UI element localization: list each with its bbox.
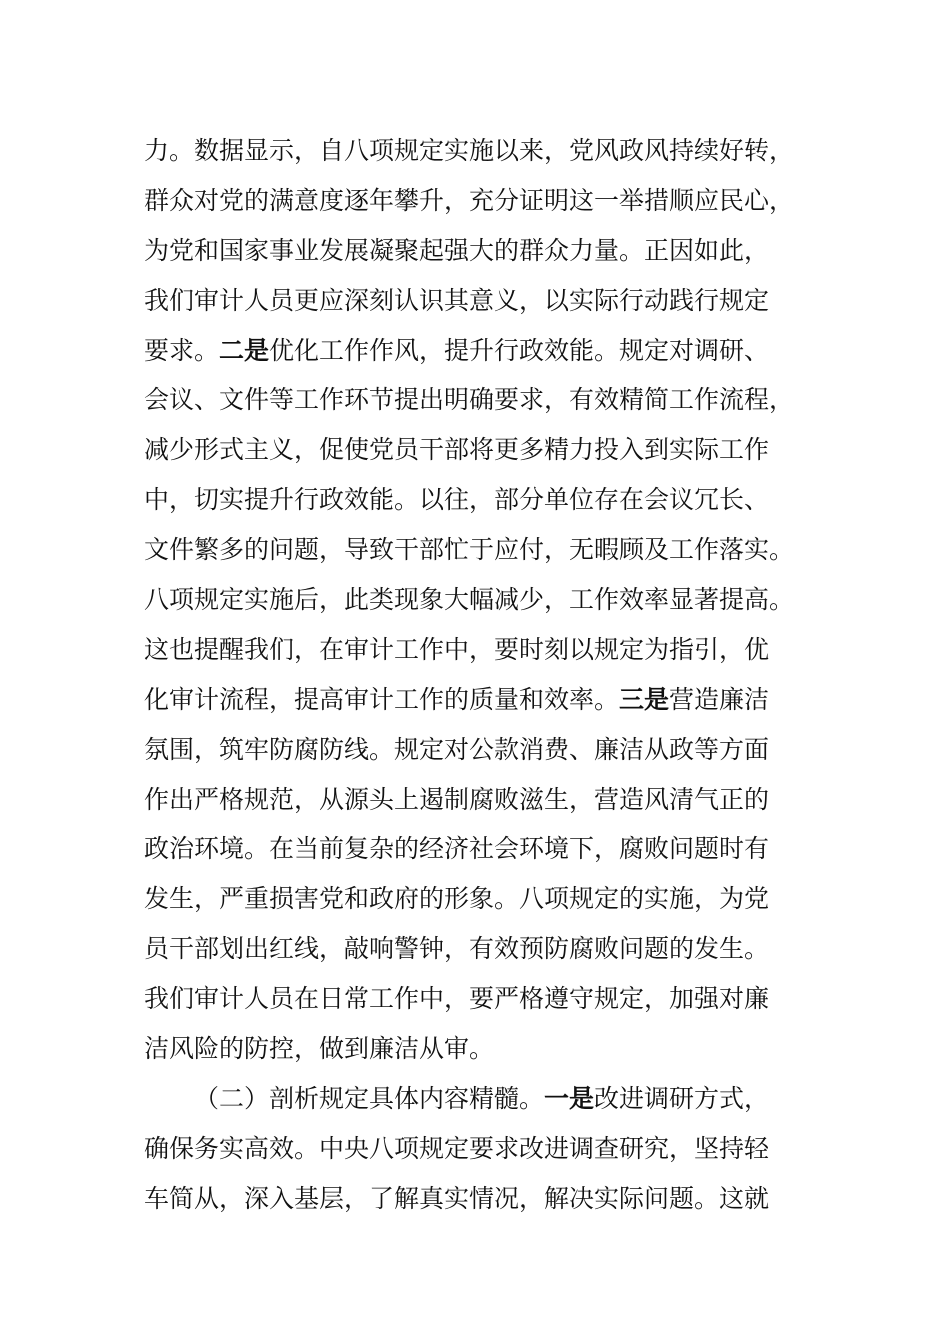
bold-marker: 二是 [219,335,270,365]
body-text [144,126,814,1224]
text-line: 文件繁多的问题，导致干部忙于应付，无暇顾及工作落实。 [144,535,795,565]
text-line: 群众对党的满意度逐年攀升，充分证明这一举措顺应民心， [144,185,795,215]
text-line: 为党和国家事业发展凝聚起强大的群众力量。正因如此， [144,235,770,265]
text-line: 减少形式主义，促使党员干部将更多精力投入到实际工作 [144,435,770,465]
text-line: 八项规定实施后，此类现象大幅减少，工作效率显著提高。 [144,585,795,615]
text-line: 力。数据显示，自八项规定实施以来，党风政风持续好转， [144,136,795,165]
text-line: 氛围，筑牢防腐防线。规定对公款消费、廉洁从政等方面 [144,734,770,764]
text-line: 发生，严重损害党和政府的形象。八项规定的实施，为党 [144,884,770,914]
text-line: 要求。二是优化工作作风，提升行政效能。规定对调研、 [144,335,770,365]
text-line: 化审计流程，提高审计工作的质量和效率。三是营造廉洁 [144,684,770,714]
section-heading-line: （二）剖析规定具体内容精髓。一是改进调研方式， [194,1083,770,1113]
text-line: 洁风险的防控，做到廉洁从审。 [144,1034,495,1064]
text-line: 确保务实高效。中央八项规定要求改进调查研究，坚持轻 [144,1133,770,1163]
text-line: 车简从，深入基层，了解真实情况，解决实际问题。这就 [144,1183,770,1213]
text-line: 会议、文件等工作环节提出明确要求，有效精简工作流程， [144,385,795,415]
text-line: 作出严格规范，从源头上遏制腐败滋生，营造风清气正的 [144,784,770,814]
bold-marker: 一是 [544,1083,595,1113]
text-line: 政治环境。在当前复杂的经济社会环境下，腐败问题时有 [144,834,770,864]
bold-marker: 三是 [619,684,670,714]
text-line: 这也提醒我们，在审计工作中，要时刻以规定为指引，优 [144,634,770,664]
text-line: 员干部划出红线，敲响警钟，有效预防腐败问题的发生。 [144,934,770,964]
text-line: 中，切实提升行政效能。以往，部分单位存在会议冗长、 [144,485,770,515]
text-line: 我们审计人员更应深刻认识其意义，以实际行动践行规定 [144,285,770,315]
text-line: 我们审计人员在日常工作中，要严格遵守规定，加强对廉 [144,984,770,1014]
